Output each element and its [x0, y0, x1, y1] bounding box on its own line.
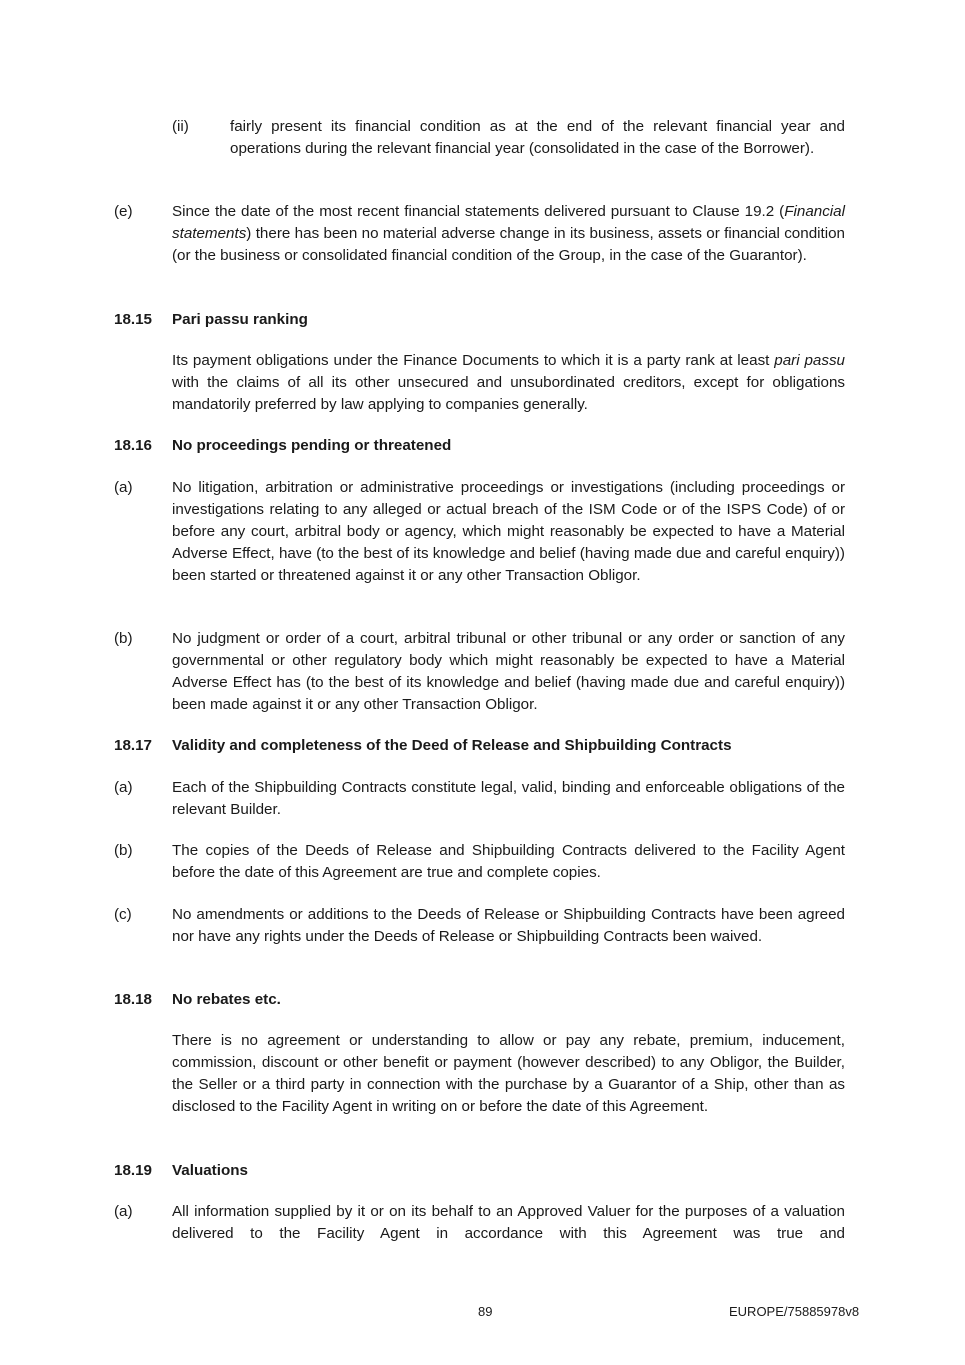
- item-e-label: (e): [114, 203, 133, 220]
- item-ii-text: fairly present its financial condition as at the end of the relevant financial year and operations during the relevant financial year (consolidated in the case of the Borrower).: [230, 118, 845, 157]
- section-18-16-b-text: No judgment or order of a court, arbitral tribunal or other tribunal or any order or sanction of any governmental or other regulatory body which might reasonably be expected to have a Material Adverse Effect has (to the best of its knowledge and belief (having made due and careful enquiry)) been made against it or any other Transaction Obligor.: [172, 630, 845, 713]
- section-18-17-number: 18.17: [114, 737, 153, 754]
- section-18-19-number: 18.19: [114, 1162, 153, 1179]
- section-18-17-a-text: Each of the Shipbuilding Contracts constitute legal, valid, binding and enforceable obligations of the relevant Builder.: [172, 779, 845, 818]
- section-18-19-a-label: (a): [114, 1203, 133, 1220]
- section-18-16-a-label: (a): [114, 479, 133, 496]
- section-18-15-number: 18.15: [114, 311, 153, 328]
- section-18-17-a-label: (a): [114, 779, 133, 796]
- item-e-text: Since the date of the most recent financial statements delivered pursuant to Clause 19.2 (Financial statements) there has been no material adverse change in its business, assets or financial condition (or the business or consolidated financial condition of the Group, in the case of the Guarantor).: [172, 203, 845, 264]
- section-18-17-title: Validity and completeness of the Deed of Release and Shipbuilding Contracts: [172, 737, 732, 754]
- section-18-17-b-text: The copies of the Deeds of Release and Shipbuilding Contracts delivered to the Facility Agent before the date of this Agreement are true and complete copies.: [172, 842, 845, 881]
- section-18-18-title: No rebates etc.: [172, 991, 281, 1008]
- section-18-16-a-text: No litigation, arbitration or administrative proceedings or investigations (including proceedings or investigations relating to any alleged or actual breach of the ISM Code or of the ISPS Code) of or before any court, arbitral body or agency, which might reasonably be expected to have a Material Adverse Effect, have (to the best of its knowledge and belief (having made due and careful enquiry)) been started or threatened against it or any other Transaction Obligor.: [172, 479, 845, 584]
- page-number: 89: [478, 1304, 493, 1319]
- section-18-18-text: There is no agreement or understanding to allow or pay any rebate, premium, inducement, commission, discount or other benefit or payment (however described) to any Obligor, the Builder, the Seller or a third party in connection with the purchase by a Guarantor of a Ship, other than as disclosed to the Facility Agent in writing on or before the date of this Agreement.: [172, 1032, 845, 1115]
- document-reference: EUROPE/75885978v8: [729, 1304, 860, 1319]
- section-18-15-italic: pari passu: [774, 352, 845, 369]
- section-18-19-a-text: All information supplied by it or on its behalf to an Approved Valuer for the purposes of a valuation delivered to the Facility Agent in accordance with this Agreement was true and: [172, 1203, 845, 1242]
- item-ii-label: (ii): [172, 118, 189, 135]
- section-18-16-b-label: (b): [114, 630, 133, 647]
- section-18-15-text: Its payment obligations under the Finance Documents to which it is a party rank at least pari passu with the claims of all its other unsecured and unsubordinated creditors, except for obligations mandatorily preferred by law applying to companies generally.: [172, 352, 845, 413]
- section-18-18-number: 18.18: [114, 991, 153, 1008]
- section-18-16-number: 18.16: [114, 437, 153, 454]
- section-18-16-title: No proceedings pending or threatened: [172, 437, 452, 454]
- section-18-15-title: Pari passu ranking: [172, 311, 308, 328]
- section-18-17-c-text: No amendments or additions to the Deeds of Release or Shipbuilding Contracts have been agreed nor have any rights under the Deeds of Release or Shipbuilding Contracts been waived.: [172, 906, 845, 945]
- section-18-17-c-label: (c): [114, 906, 132, 923]
- item-e-italic: Financial statements: [172, 203, 845, 242]
- section-18-17-b-label: (b): [114, 842, 133, 859]
- section-18-19-title: Valuations: [172, 1162, 248, 1179]
